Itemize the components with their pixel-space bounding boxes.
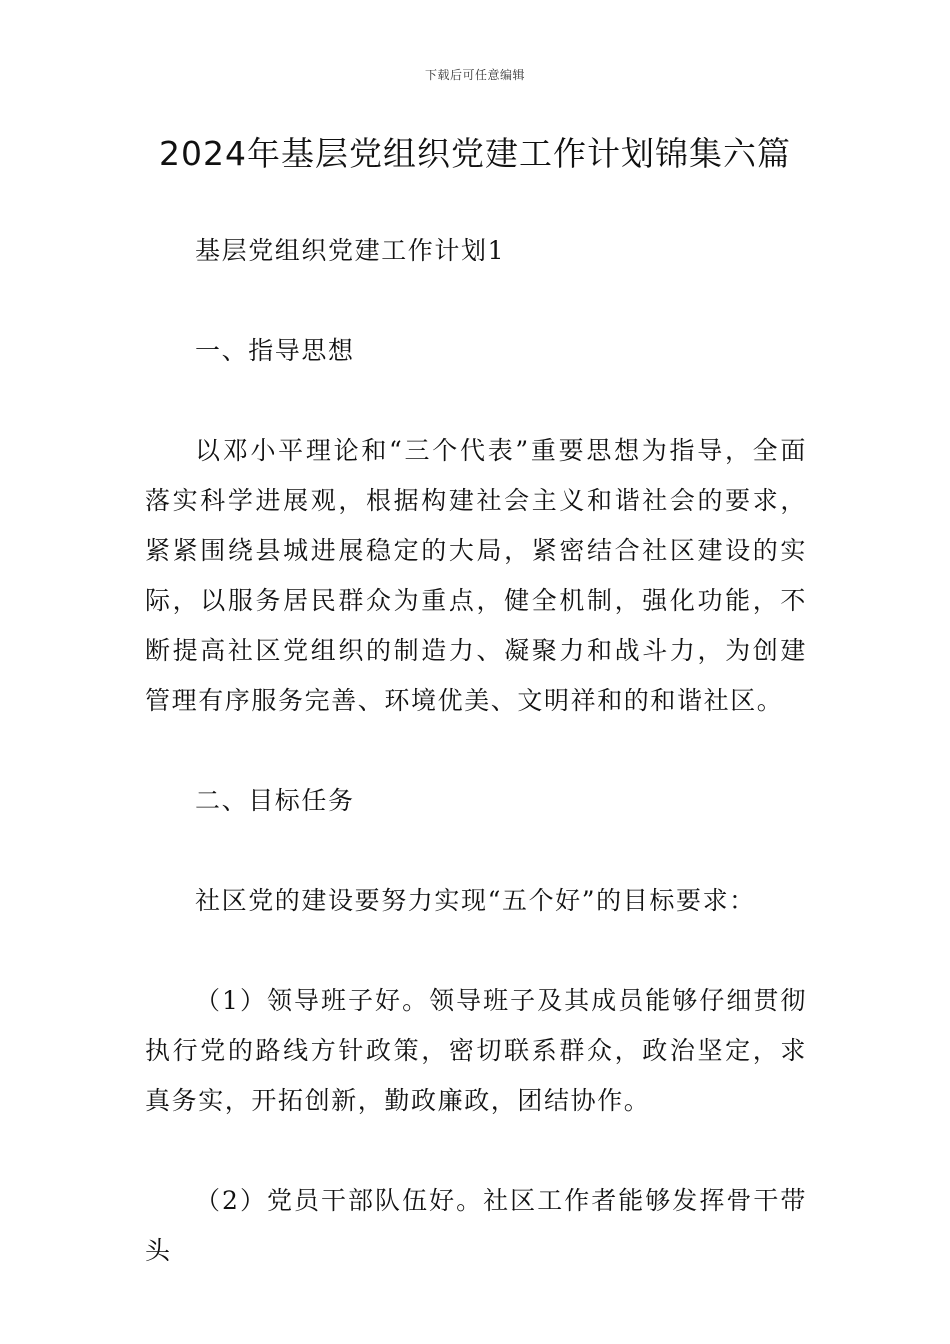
section-heading-goals: 二、目标任务 bbox=[195, 786, 355, 815]
header-note: 下载后可任意编辑 bbox=[424, 68, 525, 82]
document-title: 2024年基层党组织党建工作计划锦集六篇 bbox=[159, 134, 791, 173]
goal-item-2: （2）党员干部队伍好。社区工作者能够发挥骨干带头 bbox=[145, 1186, 807, 1265]
guiding-paragraph: 以邓小平理论和“三个代表”重要思想为指导，全面落实科学进展观，根据构建社会主义和谐社会的要求，紧紧围绕县城进展稳定的大局，紧密结合社区建设的实际，以服务居民群众为重点，健全机制，强化功能，不断提高社区党组织的制造力、凝聚力和战斗力，为创建管理有序服务完善、环境优美、文明祥和的和谐社区。 bbox=[145, 436, 807, 715]
plan-subtitle: 基层党组织党建工作计划1 bbox=[195, 236, 506, 265]
goals-intro: 社区党的建设要努力实现“五个好”的目标要求： bbox=[195, 886, 756, 915]
goal-item-1: （1）领导班子好。领导班子及其成员能够仔细贯彻执行党的路线方针政策，密切联系群众，政治坚定，求真务实，开拓创新，勤政廉政，团结协作。 bbox=[145, 986, 807, 1115]
document-body bbox=[145, 226, 807, 1276]
section-heading-guiding: 一、指导思想 bbox=[195, 336, 355, 365]
